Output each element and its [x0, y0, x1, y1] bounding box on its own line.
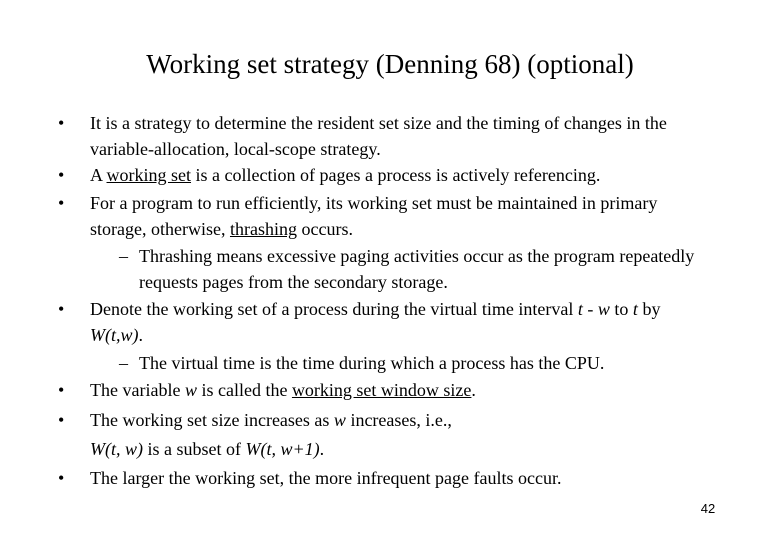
bullet-7: The larger the working set, the more infrequent page faults occur. — [90, 468, 562, 488]
bullet-2 — [90, 162, 600, 188]
var-t: t — [577, 299, 583, 319]
bullet-marker: • — [58, 193, 65, 213]
text: . — [138, 325, 143, 345]
text: occurs. — [296, 219, 353, 239]
var-w: w — [333, 410, 346, 430]
sub-bullet-1-line-1: Thrashing means excessive paging activities occur as the program repeatedly — [139, 246, 695, 266]
term-working-set: working set — [106, 165, 192, 185]
sub-bullet-1-line-2: requests pages from the secondary storage. — [139, 272, 448, 292]
math-wtw1: W(t, w+1) — [245, 439, 320, 459]
var-w: w — [184, 380, 197, 400]
math-wtw: W(t,w) — [90, 325, 139, 345]
bullet-3-line-1: For a program to run efficiently, its working set must be maintained in primary — [90, 193, 658, 213]
bullet-5 — [90, 377, 476, 403]
sub-bullet-dash: – — [119, 353, 128, 373]
sub-bullet-2-line-1: The virtual time is the time during which a process has the CPU. — [139, 353, 605, 373]
bullet-4-line-2 — [90, 322, 143, 348]
math-wtw: W(t, w) — [90, 439, 143, 459]
text: The working set size increases as — [90, 410, 334, 430]
term-working-set-window-size: working set window size — [291, 380, 472, 400]
bullet-marker: • — [58, 380, 65, 400]
text: to — [609, 299, 633, 319]
text: . — [471, 380, 476, 400]
text: increases, i.e., — [345, 410, 452, 430]
text: The variable — [90, 380, 185, 400]
var-t: t — [632, 299, 638, 319]
slide-title: Working set strategy (Denning 68) (optional) — [146, 49, 634, 79]
bullet-6-line-2 — [90, 436, 324, 462]
text: is a subset of — [143, 439, 246, 459]
bullet-marker: • — [58, 468, 65, 488]
text: is called the — [196, 380, 292, 400]
sub-bullet-dash: – — [119, 246, 128, 266]
page-number: 42 — [700, 501, 716, 516]
bullet-marker: • — [58, 299, 65, 319]
bullet-4-line-1 — [90, 296, 660, 322]
bullet-marker: • — [58, 113, 65, 133]
bullet-marker: • — [58, 165, 65, 185]
bullet-marker: • — [58, 410, 65, 430]
text: - — [582, 299, 598, 319]
bullet-6-line-1 — [90, 407, 452, 433]
text: is a collection of pages a process is actively referencing. — [191, 165, 601, 185]
bullet-1-line-2: variable-allocation, local-scope strategy. — [90, 139, 381, 159]
term-thrashing: thrashing — [229, 219, 297, 239]
text: storage, otherwise, — [90, 219, 230, 239]
text: by — [637, 299, 661, 319]
text: A — [90, 165, 107, 185]
bullet-1-line-1: It is a strategy to determine the resident set size and the timing of changes in the — [90, 113, 667, 133]
text: Denote the working set of a process during the virtual time interval — [90, 299, 578, 319]
bullet-3-line-2 — [90, 216, 353, 242]
var-w: w — [597, 299, 610, 319]
text: . — [319, 439, 325, 459]
